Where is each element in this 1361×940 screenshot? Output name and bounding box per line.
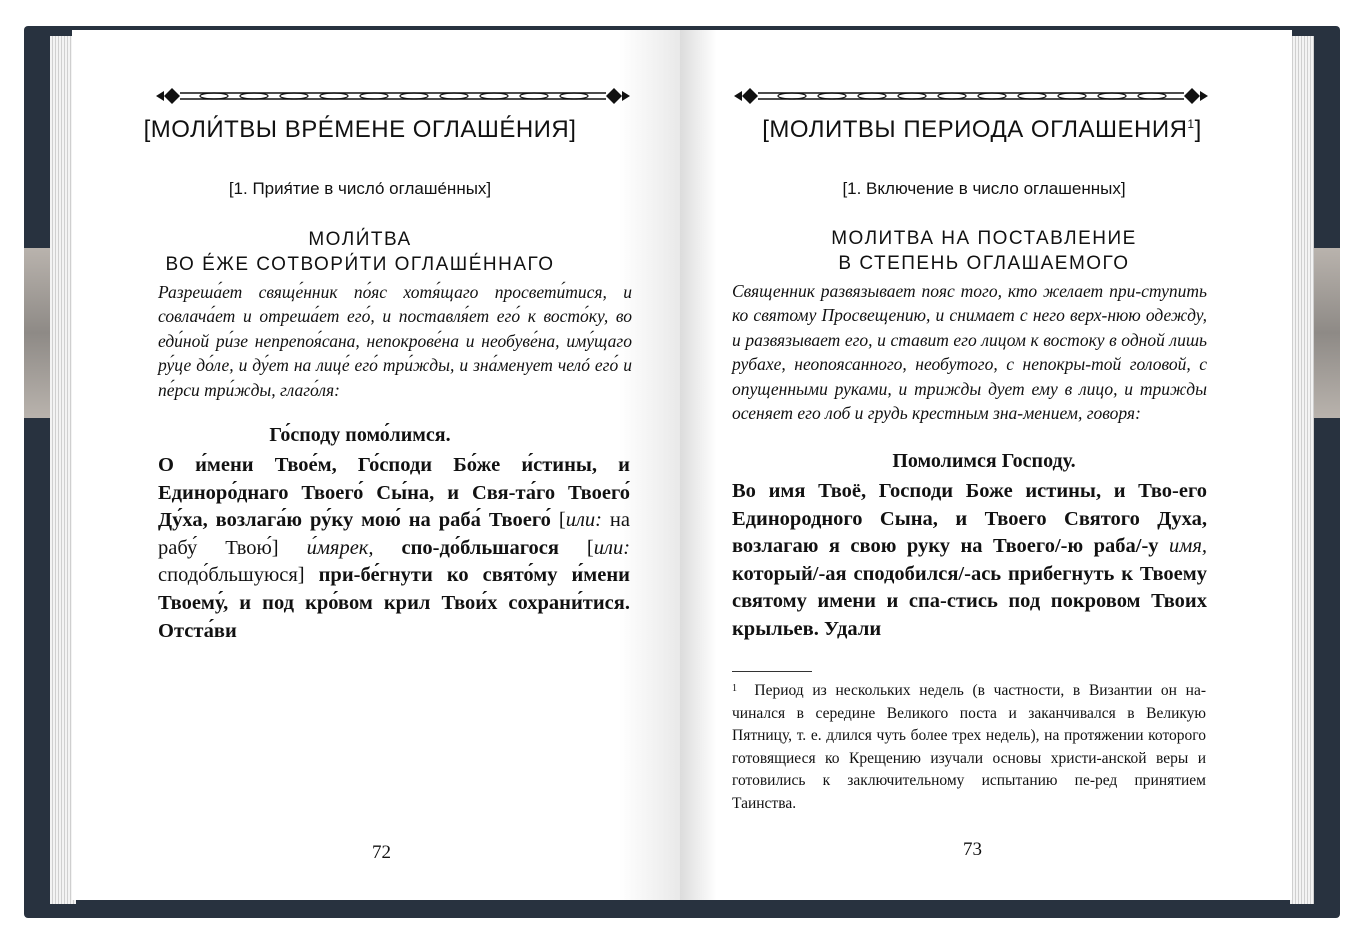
deacon-line: Го́споду помо́лимся.: [269, 424, 451, 446]
bracket: [: [558, 509, 566, 532]
prayer-body: [158, 452, 630, 645]
right-page: [680, 30, 1292, 900]
prayer-text: О и́мени Твое́м, Го́споди Бо́же и́стины, и Единоро́днаго Твоего́ Сы́на, и Свя-та́го Твоего́ Ду́ха, возлага́ю ру́ку мою́ на раба́ Твоего́: [158, 454, 630, 532]
rubric-text: Священник развязывает пояс того, кто желает при-ступить ко святому Просвещению, и снимает с него верх-нюю одежду, и развязывает его, и ставит его лицом к востоку в одной лишь рубахе, неопоясанного, необутого, с непокры-той головой, с опущенными руками, и трижды дует ему в лицо, и трижды осеняет его лоб и грудь крестным зна-мением, говоря:: [732, 281, 1207, 424]
page-edges-right: [1290, 36, 1314, 904]
name-placeholder: и́мярек,: [306, 536, 374, 559]
page-title: [680, 116, 1288, 144]
bracket: [: [586, 536, 594, 559]
name-placeholder: имя,: [1169, 535, 1207, 558]
prayer-body: [732, 478, 1207, 644]
page-title: [МОЛИ́ТВЫ ВРЕ́МЕНЕ ОГЛАШЕ́НИЯ]: [143, 116, 577, 143]
footnote-text: Период из нескольких недель (в частности, в Византии он на-чинался в середине Великого поста и заканчивался в Великую Пятницу, т. е. длился чуть более трех недель), на протяжении которого готовящиеся ко Крещению изучали основы христи-анской веры и готовились к заключительному испытанию пе-ред принятием Таинства.: [732, 682, 1206, 812]
prayer-text: спо-до́бльшагося: [373, 536, 587, 559]
rubric-text: Разреша́ет свяще́нник по́яс хотя́щаго просвети́тися, и совлача́ет и отреша́ет его́, и поставля́ет его́ к восто́ку, во еди́ной ри́зе непрепоя́сана, непокрове́на и необуве́на, иму́щаго ру́це до́ле, и ду́ет на лице́ его́ три́жды, и зна́менует челó его́ и пе́рси три́жды, глаго́ля:: [158, 282, 632, 400]
deacon-line: Помолимся Господу.: [892, 450, 1076, 472]
cover-decoration-right: [1310, 248, 1340, 418]
ornament-divider-icon: [732, 86, 1210, 106]
prayer-heading-line-2: В СТЕПЕНЬ ОГЛАШАЕМОГО: [838, 253, 1130, 274]
alt-marker: или:: [565, 509, 602, 532]
prayer-heading-line-1: МОЛИТВА НА ПОСТАВЛЕНИЕ: [831, 228, 1137, 249]
footnote-ref: 1: [1187, 117, 1195, 131]
page-title-end: ]: [1194, 116, 1202, 143]
alt-marker: или:: [593, 536, 631, 559]
footnote-mark: 1: [732, 683, 737, 694]
alt-text: сподо́бльшуюся]: [158, 564, 319, 587]
prayer-heading-line-2: ВО Е́ЖЕ СОТВОРИ́ТИ ОГЛАШЕ́ННАГО: [165, 254, 555, 275]
section-subtitle: [1. Включение в число оглашенных]: [842, 179, 1126, 198]
page-title-text: [МОЛИТВЫ ПЕРИОДА ОГЛАШЕНИЯ: [762, 116, 1188, 143]
prayer-heading: [72, 227, 664, 277]
section-subtitle: [1. Прия́тие в число́ оглаше́нных]: [228, 179, 492, 198]
prayer-text: при-бе́гнути ко свято́му и́мени Твоему́, и под кро́вом крил Твои́х сохрани́тися. Отста́ви: [158, 564, 630, 642]
page-number: 72: [372, 842, 391, 863]
prayer-heading: [680, 226, 1290, 276]
alt-text: на рабу́ Твою́]: [158, 509, 630, 559]
prayer-text: Во имя Твоё, Господи Боже истины, и Тво-его Единородного Сына, и Твоего Святого Духа, возлагаю я свою руку на Твоего/-ю раба/-у: [732, 480, 1207, 558]
prayer-heading-line-1: МОЛИ́ТВА: [308, 229, 412, 250]
footnote: [732, 680, 1206, 815]
page-number: 73: [963, 839, 982, 860]
left-page: [72, 30, 680, 900]
footnote-divider: [732, 671, 812, 672]
ornament-divider-icon: [154, 86, 632, 106]
prayer-text: который/-ая сподобился/-ась прибегнуть к Твоему святому имени и спа-стись под покровом Твоих крыльев. Удали: [732, 562, 1207, 640]
